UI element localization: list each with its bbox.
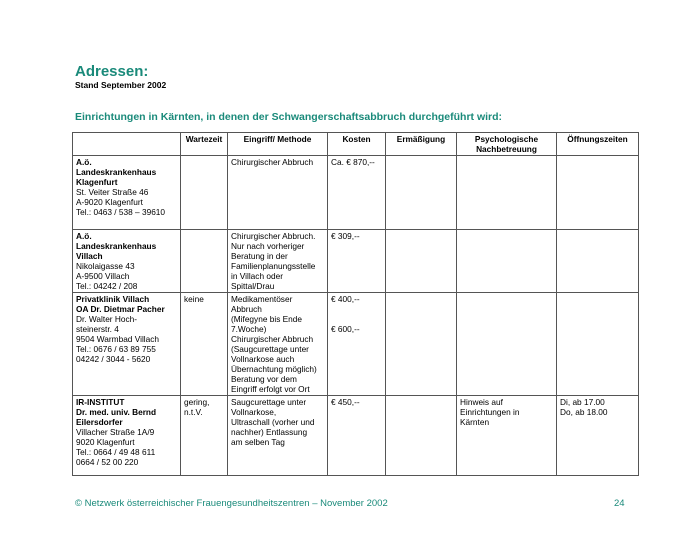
methode-cell: Chirurgischer Abbruch. Nur nach vorheriger Beratung in der Familienplanungsstelle in Villach oder Spittal/Drau <box>228 230 328 293</box>
column-header-methode: Eingriff/ Methode <box>228 133 328 156</box>
column-header-nachbetreuung: Psychologische Nachbetreuung <box>457 133 557 156</box>
section-heading: Einrichtungen in Kärnten, in denen der Schwangerschaftsabbruch durchgeführt wird: <box>75 111 503 123</box>
facility-address: Nikolaigasse 43 A-9500 Villach Tel.: 04242 / 208 <box>76 261 138 291</box>
facility-cell <box>73 396 181 476</box>
facility-name: A.ö. Landeskrankenhaus Klagenfurt <box>76 157 157 187</box>
ermaessigung-cell <box>386 156 457 230</box>
kosten-value: € 450,-- <box>331 397 360 407</box>
oeffnungszeiten-cell <box>557 230 639 293</box>
oeffnungszeiten-cell <box>557 156 639 230</box>
table-header-row <box>73 133 639 156</box>
table-row <box>73 230 639 293</box>
wartezeit-cell <box>181 230 228 293</box>
kosten-value: € 309,-- <box>331 231 360 241</box>
methode-cell: Saugcurettage unter Vollnarkose, Ultraschall (vorher und nachher) Entlassung am selben Tag <box>228 396 328 476</box>
ermaessigung-cell <box>386 396 457 476</box>
kosten-value-alt: € 600,-- <box>331 324 360 334</box>
column-header-ermaessigung: Ermäßigung <box>386 133 457 156</box>
ermaessigung-cell <box>386 293 457 396</box>
oeffnungszeiten-cell: Di, ab 17.00 Do, ab 18.00 <box>557 396 639 476</box>
nachbetreuung-cell <box>457 230 557 293</box>
methode-cell: Chirurgischer Abbruch <box>228 156 328 230</box>
facility-name: Privatklinik Villach OA Dr. Dietmar Pacher <box>76 294 165 314</box>
methode-cell: Medikamentöser Abbruch (Mifegyne bis Ende 7.Woche) Chirurgischer Abbruch (Saugcurettage unter Vollnarkose auch Übernachtung möglich) Beratung vor dem Eingriff erfolgt vor Ort <box>228 293 328 396</box>
page-number: 24 <box>614 498 625 509</box>
page-title: Adressen: <box>75 63 149 80</box>
facility-address: Dr. Walter Hoch- steinerstr. 4 9504 Warmbad Villach Tel.: 0676 / 63 89 755 04242 / 3044 - 5620 <box>76 314 160 364</box>
column-header-wartezeit: Wartezeit <box>181 133 228 156</box>
table-row <box>73 156 639 230</box>
nachbetreuung-cell: Hinweis auf Einrichtungen in Kärnten <box>457 396 557 476</box>
facility-address: St. Veiter Straße 46 A-9020 Klagenfurt Tel.: 0463 / 538 – 39610 <box>76 187 166 217</box>
wartezeit-cell: gering, n.t.V. <box>181 396 228 476</box>
kosten-value: € 400,-- <box>331 294 360 304</box>
facility-cell <box>73 156 181 230</box>
column-header-kosten: Kosten <box>328 133 386 156</box>
nachbetreuung-cell <box>457 156 557 230</box>
facilities-table <box>72 132 639 476</box>
table-row <box>73 293 639 396</box>
facility-name: IR-INSTITUT Dr. med. univ. Bernd Eilersdorfer <box>76 397 157 427</box>
wartezeit-cell <box>181 156 228 230</box>
kosten-cell <box>328 230 386 293</box>
kosten-cell <box>328 293 386 396</box>
nachbetreuung-cell <box>457 293 557 396</box>
kosten-cell <box>328 396 386 476</box>
oeffnungszeiten-cell <box>557 293 639 396</box>
page-subtitle: Stand September 2002 <box>75 80 167 90</box>
kosten-value: Ca. € 870,-- <box>331 157 375 167</box>
footer-copyright: © Netzwerk österreichischer Frauengesundheitszentren – November 2002 <box>75 498 388 509</box>
facility-cell <box>73 230 181 293</box>
kosten-cell <box>328 156 386 230</box>
table-row <box>73 396 639 476</box>
facility-name: A.ö. Landeskrankenhaus Villach <box>76 231 157 261</box>
column-header-facility <box>73 133 181 156</box>
wartezeit-cell: keine <box>181 293 228 396</box>
column-header-oeffnungszeiten: Öffnungszeiten <box>557 133 639 156</box>
facility-address: Villacher Straße 1A/9 9020 Klagenfurt Tel.: 0664 / 49 48 611 0664 / 52 00 220 <box>76 427 156 467</box>
facility-cell <box>73 293 181 396</box>
ermaessigung-cell <box>386 230 457 293</box>
